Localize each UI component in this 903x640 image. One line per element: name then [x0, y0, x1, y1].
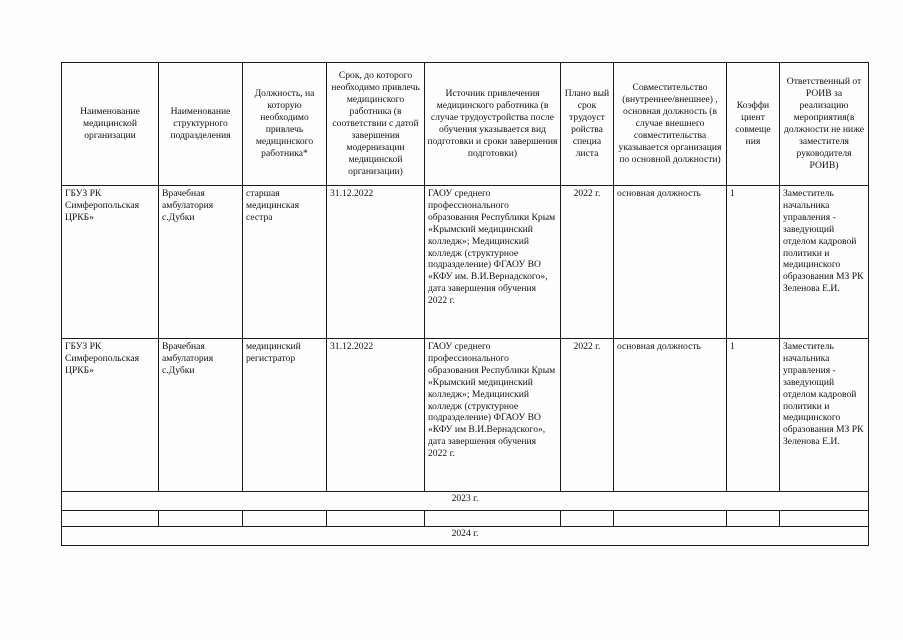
- cell-organization: ГБУЗ РК Симферопольская ЦРКБ»: [62, 339, 159, 492]
- empty-cell: [243, 511, 327, 527]
- empty-cell: [727, 511, 780, 527]
- cell-source: ГАОУ среднего профессионального образования Республики Крым «Крымский медицинский колледж»; Медицинский колледж (структурное подразделение) ФГАОУ ВО «КФУ им В.И.Вернадского», дата завершения обучения 2022 г.: [425, 339, 561, 492]
- cell-subdivision: Врачебная амбулатория с.Дубки: [159, 339, 243, 492]
- empty-cell: [62, 511, 159, 527]
- cell-combination: основная должность: [614, 186, 727, 339]
- empty-cell: [561, 511, 614, 527]
- cell-organization: ГБУЗ РК Симферопольская ЦРКБ»: [62, 186, 159, 339]
- header-coefficient: Коэффи циент совмеще ния: [727, 63, 780, 186]
- table-row: [62, 186, 869, 339]
- cell-position: медицинский регистратор: [243, 339, 327, 492]
- cell-combination: основная должность: [614, 339, 727, 492]
- header-combination: Совместительство (внутреннее/внешнее) , основная должность (в случае внешнего совместительства указывается организация по основной должности): [614, 63, 727, 186]
- cell-deadline: 31.12.2022: [327, 339, 425, 492]
- cell-coefficient: 1: [727, 339, 780, 492]
- cell-position: старшая медицинская сестра: [243, 186, 327, 339]
- cell-planned-date: 2022 г.: [561, 339, 614, 492]
- header-responsible: Ответственный от РОИВ за реализацию мероприятия(в должности не ниже заместителя руководителя РОИВ): [780, 63, 869, 186]
- cell-subdivision: Врачебная амбулатория с.Дубки: [159, 186, 243, 339]
- header-planned-date: Плано вый срок трудоуст ройства специа листа: [561, 63, 614, 186]
- cell-responsible: Заместитель начальника управления - заведующий отделом кадровой политики и медицинского образования МЗ РК Зеленова Е.И.: [780, 339, 869, 492]
- empty-cell: [425, 511, 561, 527]
- cell-responsible: Заместитель начальника управления - заведующий отделом кадровой политики и медицинского образования МЗ РК Зеленова Е.И.: [780, 186, 869, 339]
- empty-cell: [327, 511, 425, 527]
- year-label-2024: 2024 г.: [62, 527, 869, 546]
- cell-coefficient: 1: [727, 186, 780, 339]
- header-subdivision: Наименование структурного подразделения: [159, 63, 243, 186]
- empty-cell: [159, 511, 243, 527]
- table-header-row: [62, 63, 869, 186]
- header-source: Источник привлечения медицинского работника (в случае трудоустройства после обучения указывается вид подготовки и сроки завершения подготовки): [425, 63, 561, 186]
- header-organization: Наименование медицинской организации: [62, 63, 159, 186]
- year-row-2023: [62, 492, 869, 511]
- staffing-table: [61, 62, 869, 546]
- year-label-2023: 2023 г.: [62, 492, 869, 511]
- empty-row: [62, 511, 869, 527]
- cell-source: ГАОУ среднего профессионального образования Республики Крым «Крымский медицинский колледж»; Медицинский колледж (структурное подразделение) ФГАОУ ВО «КФУ им. В.И.Вернадского», дата завершения обучения 2022 г.: [425, 186, 561, 339]
- empty-cell: [780, 511, 869, 527]
- header-position: Должность, на которую необходимо привлечь медицинского работника*: [243, 63, 327, 186]
- table-row: [62, 339, 869, 492]
- cell-planned-date: 2022 г.: [561, 186, 614, 339]
- cell-deadline: 31.12.2022: [327, 186, 425, 339]
- empty-cell: [614, 511, 727, 527]
- year-row-2024: [62, 527, 869, 546]
- header-deadline: Срок, до которого необходимо привлечь медицинского работника (в соответствии с датой завершения модернизации медицинской организации): [327, 63, 425, 186]
